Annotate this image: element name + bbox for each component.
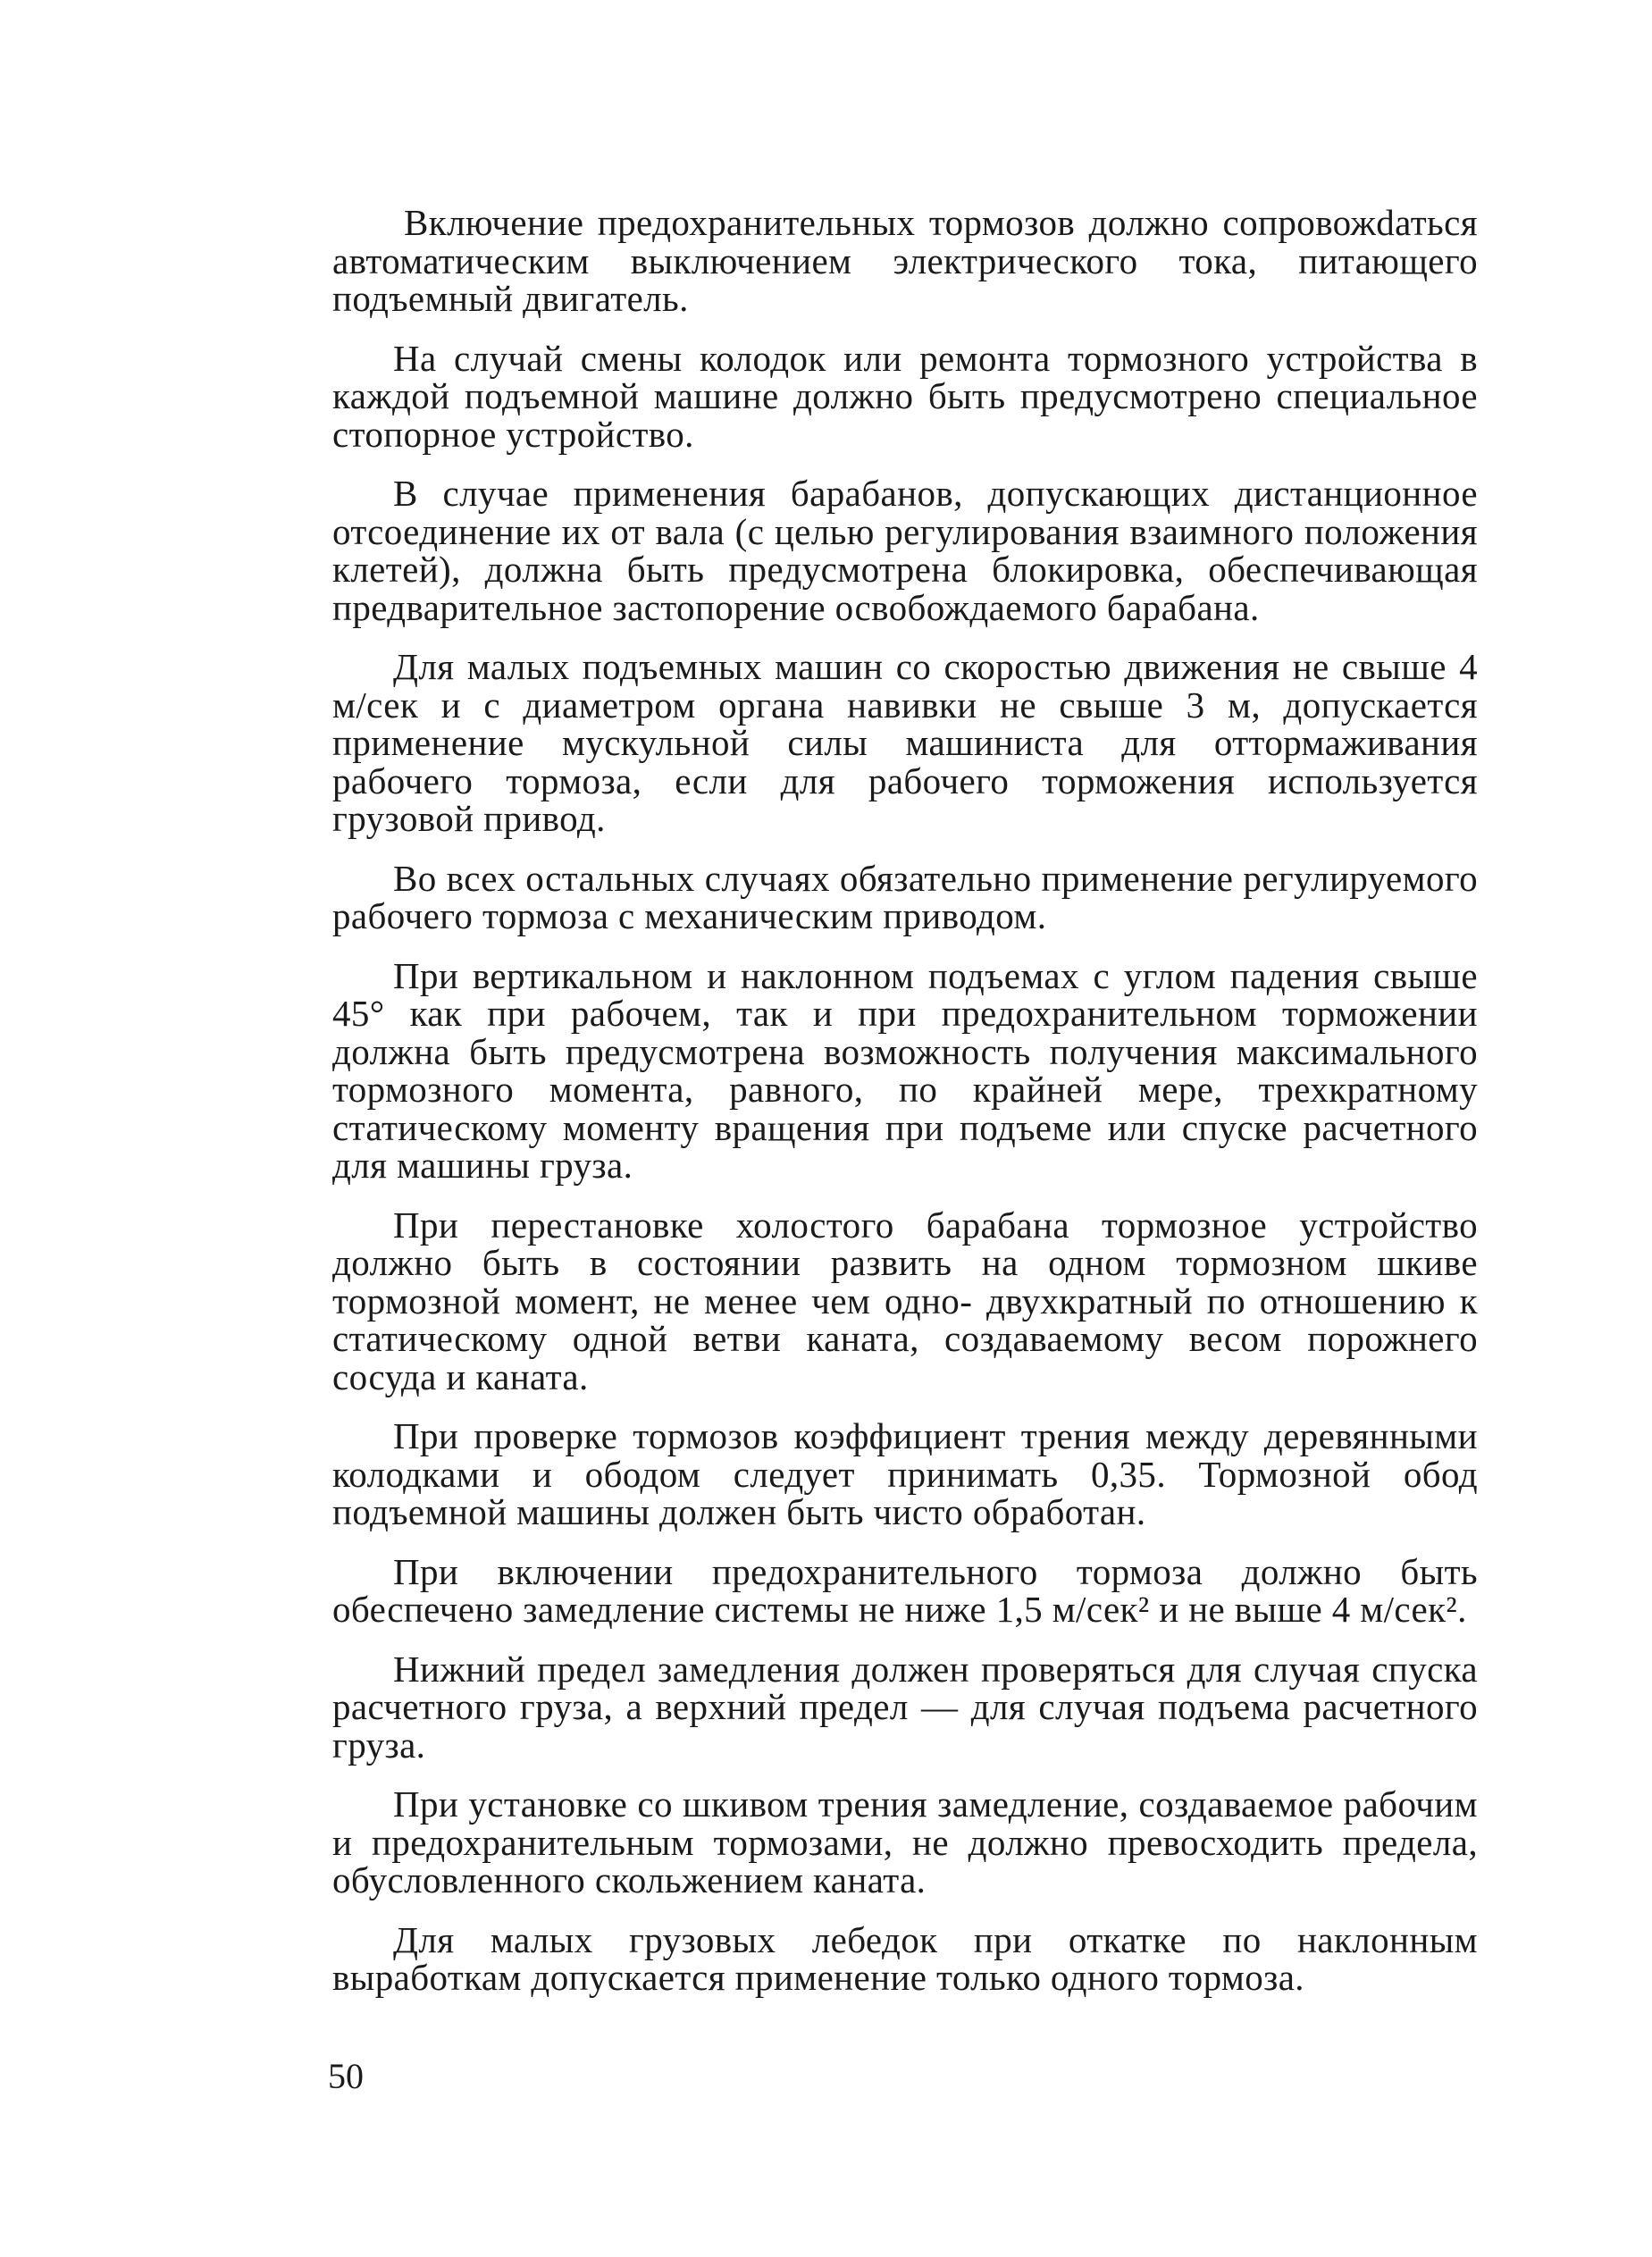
paragraph-friction-coefficient: При проверке тормозов коэффициент трения между деревянными колодками и ободом следует принимать 0,35. Тормозной обод подъемной машины должен быть чисто обработан. bbox=[332, 1415, 1478, 1532]
page-number: 50 bbox=[328, 2056, 364, 2096]
paragraph-deceleration: При включении предохранительного тормоза должно быть обеспечено замедление системы не ниже 1,5 м/сек² и не выше 4 м/сек². bbox=[332, 1550, 1478, 1630]
paragraph-braking-moment: При вертикальном и наклонном подъемах с углом падения свыше 45° как при рабочем, так и при предохранительном торможении должна быть предусмотрена возможность получения максимального тормозного момента, равного, по крайней мере, трехкратному статическому моменту вращения при подъеме или спуске расчетного для машины груза. bbox=[332, 954, 1478, 1186]
paragraph-small-machines: Для малых подъемных машин со скоростью движения не свыше 4 м/сек и с диаметром органа навивки не свыше 3 м, допускается применение мускульной силы машиниста для оттормаживания рабочего тормоза, если для рабочего торможения используется грузовой привод. bbox=[332, 646, 1478, 839]
paragraph-small-winches: Для малых грузовых лебедок при откатке по наклонным выработкам допускается применение только одного тормоза. bbox=[332, 1918, 1478, 1998]
paragraph-other-cases: Во всех остальных случаях обязательно применение регулируемого рабочего тормоза с механическим приводом. bbox=[332, 857, 1478, 936]
paragraph-deceleration-limits: Нижний предел замедления должен проверяться для случая спуска расчетного груза, а верхний предел — для случая подъема расчетного груза. bbox=[332, 1648, 1478, 1766]
paragraph-safety-brakes: Включение предохранительных тормозов должно сопровожdаться автоматическим выключением электрического тока, питающего подъемный двигатель. bbox=[332, 202, 1478, 319]
paragraph-idle-drum: При перестановке холостого барабана тормозное устройство должно быть в состоянии развить на одном тормозном шкиве тормозной момент, не менее чем одно- двухкратный по отношению к статическому одной ветви каната, создаваемому весом порожнего сосуда и каната. bbox=[332, 1204, 1478, 1397]
paragraph-stop-device: На случай смены колодок или ремонта тормозного устройства в каждой подъемной машине должно быть предусмотрено специальное стопорное устройство. bbox=[332, 337, 1478, 455]
paragraph-drum-interlock: В случае применения барабанов, допускающих дистанционное отсоединение их от вала (с целью регулирования взаимного положения клетей), должна быть предусмотрена блокировка, обеспечивающая предварительное застопорение освобождаемого барабана. bbox=[332, 473, 1478, 628]
paragraph-friction-pulley: При установке со шкивом трения замедление, создаваемое рабочим и предохранительным тормозами, не должно превосходить предела, обусловленного скольжением каната. bbox=[332, 1783, 1478, 1900]
page-body bbox=[332, 204, 1478, 2018]
